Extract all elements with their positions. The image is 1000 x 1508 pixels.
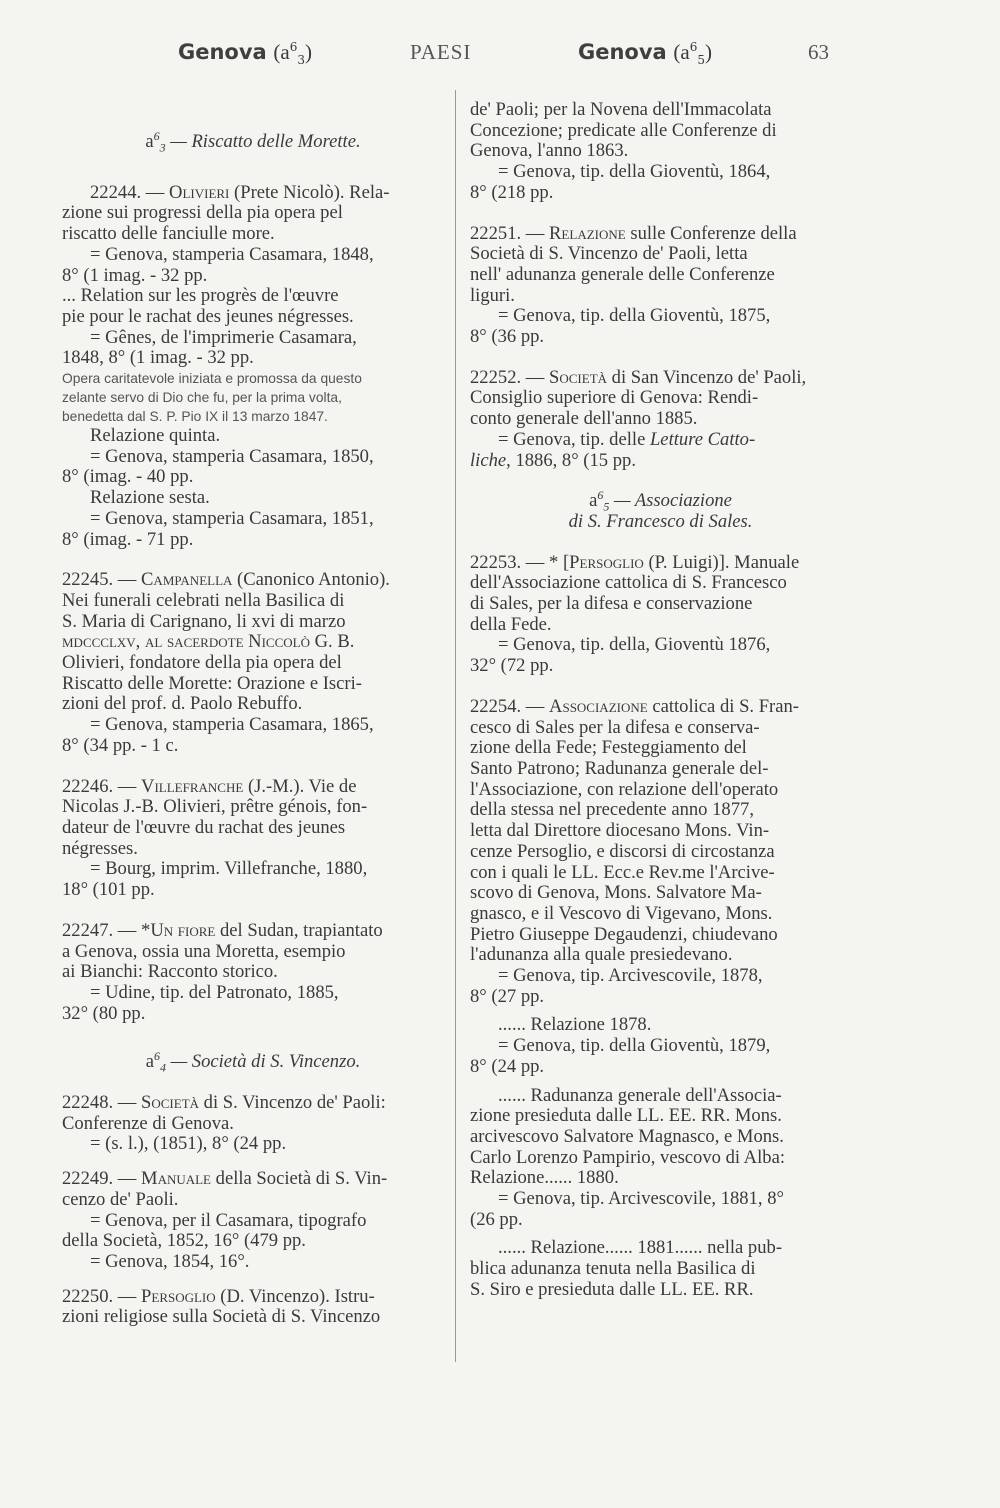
entry-number: 22249. — <box>62 1168 142 1190</box>
entry-line: 8° (imag. - 40 pp. <box>62 466 194 488</box>
entry-line <box>62 570 444 591</box>
entry-line: Carlo Lorenzo Pampirio, vescovo di Alba: <box>470 1146 785 1168</box>
entry-line: = Genova, stamperia Casamara, 1848, <box>90 243 374 265</box>
entry-22252 <box>470 368 851 472</box>
entry-line: pie pour le rachat des jeunes négresses. <box>62 305 354 327</box>
entry-22246 <box>62 777 444 901</box>
entry-text: = Genova, tip. delle <box>498 428 650 450</box>
header-right-sub: (a <box>673 40 690 64</box>
entry-line: = Genova, 1854, 16°. <box>90 1250 250 1272</box>
entry-line: Olivieri, fondatore della pia opera del <box>62 652 342 674</box>
entry-line: 1848, 8° (1 imag. - 32 pp. <box>62 347 254 369</box>
entry-text: della Società di S. Vin- <box>211 1168 388 1190</box>
section-heading-associazione <box>470 488 851 514</box>
column-divider <box>455 90 456 1362</box>
entry-22251 <box>470 224 851 348</box>
entry-line: zione presieduta dalle LL. EE. RR. Mons. <box>470 1105 782 1127</box>
entry-line <box>62 921 444 942</box>
entry-line: = Genova, per il Casamara, tipografo <box>90 1209 367 1231</box>
entry-line: 32° (80 pp. <box>62 1002 146 1024</box>
entry-text: di S. Vincenzo de' Paoli: <box>199 1092 386 1114</box>
entry-line <box>62 1287 444 1308</box>
entry-line: S. Maria di Carignano, li xvi di marzo <box>62 610 346 632</box>
left-column <box>62 90 444 1328</box>
entry-line: = Genova, tip. Arcivescovile, 1881, 8° <box>498 1188 784 1210</box>
entry-line <box>470 451 851 472</box>
entry-number: 22246. — <box>62 775 142 797</box>
entry-author: Villefranche <box>141 775 244 797</box>
entry-number: 22254. — <box>470 695 550 717</box>
entry-line <box>470 697 851 718</box>
entry-line: = Genova, stamperia Casamara, 1850, <box>90 445 374 467</box>
right-column <box>470 90 851 1301</box>
entry-line: Santo Patrono; Radunanza generale del- <box>470 757 769 779</box>
header-left-sub: (a <box>273 40 290 64</box>
entry-line <box>62 183 444 204</box>
entry-line: ...... Radunanza generale dell'Associa- <box>498 1084 782 1106</box>
entry-22250-continued <box>470 100 851 204</box>
entry-line: dateur de l'œuvre du rachat des jeunes <box>62 816 346 838</box>
entry-line: cesco di Sales per la difesa e conserva- <box>470 716 760 738</box>
header-right-title: Genova <box>578 40 667 64</box>
entry-line <box>470 368 851 389</box>
entry-22248 <box>62 1093 444 1155</box>
entry-author: Olivieri <box>169 181 230 203</box>
entry-line <box>62 1093 444 1114</box>
entry-line <box>470 553 851 574</box>
entry-line: della Società, 1852, 16° (479 pp. <box>62 1230 306 1252</box>
entry-line: arcivescovo Salvatore Magnasco, e Mons. <box>470 1125 784 1147</box>
section-a: a <box>145 1051 154 1073</box>
entry-22249 <box>62 1169 444 1273</box>
section-title: — Riscatto delle Morette. <box>165 131 361 152</box>
entry-number: 22248. — <box>62 1092 142 1114</box>
section-subtitle: di S. Francesco di Sales. <box>568 510 753 532</box>
entry-line <box>62 1169 444 1190</box>
section-a: a <box>589 490 598 512</box>
entry-line: Relazione quinta. <box>90 425 221 447</box>
section-heading-vincenzo <box>62 1049 444 1076</box>
page-number: 63 <box>808 40 829 64</box>
entry-line: Relazione...... 1880. <box>470 1167 619 1189</box>
entry-author: Campanella <box>141 569 233 591</box>
entry-line: = Genova, tip. della Gioventù, 1875, <box>498 305 771 327</box>
section-sup: 6 <box>597 488 604 503</box>
header-left <box>178 40 313 68</box>
entry-line: ...... Relazione 1878. <box>498 1014 652 1036</box>
header-left-sup: 6 <box>289 40 298 54</box>
entry-line: 8° (imag. - 71 pp. <box>62 528 194 550</box>
entry-author: Relazione <box>549 222 626 244</box>
header-right <box>578 40 713 68</box>
entry-line: 32° (72 pp. <box>470 655 554 677</box>
entry-text: (J.-M.). Vie de <box>243 775 357 797</box>
entry-text: (Canonico Antonio). <box>232 569 390 591</box>
entry-line: Società di S. Vincenzo de' Paoli, letta <box>470 243 748 265</box>
entry-22245 <box>62 570 444 756</box>
entry-line: zione della Fede; Festeggiamento del <box>470 737 747 759</box>
entry-line: mdccclxv, al sacerdote Niccolò G. B. <box>62 631 355 653</box>
entry-line: 8° (1 imag. - 32 pp. <box>62 264 208 286</box>
entry-author: Società <box>141 1092 200 1114</box>
entry-line: zione sui progressi della pia opera pel <box>62 202 343 224</box>
entry-number: 22253. — * [ <box>470 551 570 573</box>
entry-22244 <box>62 183 444 551</box>
entry-line: = Genova, stamperia Casamara, 1851, <box>90 507 374 529</box>
entry-line: dell'Associazione cattolica di S. Francesco <box>470 572 787 594</box>
entry-note: benedetta dal S. P. Pio IX il 13 marzo 1847. <box>62 409 328 425</box>
entry-line: (26 pp. <box>470 1208 523 1230</box>
entry-line: = Genova, stamperia Casamara, 1865, <box>90 714 374 736</box>
entry-line: = Genova, tip. Arcivescovile, 1878, <box>498 965 763 987</box>
header-right-sup: 6 <box>689 40 698 54</box>
section-sub: 5 <box>603 499 610 514</box>
entry-italic: Letture Catto- <box>649 428 756 450</box>
section-heading-riscatto <box>62 128 444 155</box>
entry-line: ...... Relazione...... 1881...... nella pub- <box>498 1237 783 1259</box>
entry-line: letta dal Direttore diocesano Mons. Vin- <box>470 820 770 842</box>
entry-line: scovo di Genova, Mons. Salvatore Ma- <box>470 882 762 904</box>
section-sup: 6 <box>153 128 160 143</box>
entry-line: 18° (101 pp. <box>62 879 155 901</box>
entry-line: 8° (27 pp. <box>470 985 545 1007</box>
running-header <box>0 40 1000 80</box>
entry-line: 8° (36 pp. <box>470 326 545 348</box>
entry-line: Pietro Giuseppe Degaudenzi, chiudevano <box>470 923 778 945</box>
section-title: — Associazione <box>609 490 732 512</box>
entry-line: = (s. l.), (1851), 8° (24 pp. <box>90 1133 287 1155</box>
header-left-title: Genova <box>178 40 267 64</box>
entry-line: Riscatto delle Morette: Orazione e Iscri- <box>62 672 362 694</box>
entry-author: Persoglio <box>141 1285 216 1307</box>
entry-22247 <box>62 921 444 1025</box>
entry-text: , 1886, 8° (15 pp. <box>506 449 636 471</box>
entry-line: Conferenze di Genova. <box>62 1112 234 1134</box>
entry-line: Concezione; predicate alle Conferenze di <box>470 119 777 141</box>
entry-italic: liche <box>470 449 507 471</box>
entry-text: del Sudan, trapiantato <box>215 919 383 941</box>
entry-line: = Bourg, imprim. Villefranche, 1880, <box>90 858 368 880</box>
entry-number: 22250. — <box>62 1285 142 1307</box>
entry-text: sulle Conferenze della <box>625 222 797 244</box>
entry-author: Società <box>549 366 608 388</box>
entry-line: l'adunanza alla quale presiedevano. <box>470 944 733 966</box>
entry-line: gnasco, e il Vescovo di Vigevano, Mons. <box>470 902 773 924</box>
section-title: — Società di S. Vincenzo. <box>165 1051 361 1073</box>
entry-line: de' Paoli; per la Novena dell'Immacolata <box>470 99 772 120</box>
entry-line <box>470 224 851 245</box>
entry-number: 22245. — <box>62 569 142 591</box>
section-sub: 4 <box>159 1061 166 1076</box>
entry-line: 8° (34 pp. - 1 c. <box>62 734 179 756</box>
entry-line: = Genova, tip. della Gioventù, 1864, <box>498 161 771 183</box>
entry-line: Nicolas J.-B. Olivieri, prêtre génois, fon- <box>62 796 368 818</box>
entry-author: Manuale <box>141 1168 211 1190</box>
entry-line: cenze Persoglio, e discorsi di circostanza <box>470 840 775 862</box>
entry-line: nell' adunanza generale delle Conferenze <box>470 263 775 285</box>
entry-line: l'Associazione, con relazione dell'operato <box>470 778 779 800</box>
header-left-subidx: 3 <box>297 53 306 68</box>
entry-line: cenzo de' Paoli. <box>62 1188 179 1210</box>
entry-line: della stessa nel precedente anno 1877, <box>470 799 754 821</box>
entry-line: blica adunanza tenuta nella Basilica di <box>470 1258 756 1280</box>
entry-text: (Prete Nicolò). Rela- <box>229 181 390 203</box>
section-a: a <box>145 131 154 152</box>
entry-author: Un fiore <box>150 919 216 941</box>
entry-number: 22247. — * <box>62 919 151 941</box>
entry-line: di Sales, per la difesa e conservazione <box>470 593 753 615</box>
entry-line: S. Siro e presieduta dalle LL. EE. RR. <box>470 1278 754 1300</box>
entry-line: Nei funerali celebrati nella Basilica di <box>62 589 345 611</box>
entry-line: Genova, l'anno 1863. <box>470 140 629 162</box>
entry-text: cattolica di S. Fran- <box>647 695 799 717</box>
entry-line: = Genova, tip. della, Gioventù 1876, <box>498 634 771 656</box>
entry-line: ai Bianchi: Racconto storico. <box>62 961 278 983</box>
entry-22254 <box>470 697 851 1301</box>
entry-line: Relazione sesta. <box>90 487 210 509</box>
section-sub: 3 <box>159 140 166 155</box>
header-right-close: ) <box>705 40 713 64</box>
entry-line: 8° (24 pp. <box>470 1055 545 1077</box>
entry-text: di San Vincenzo de' Paoli, <box>607 366 807 388</box>
entry-line <box>62 777 444 798</box>
entry-number: 22244. — <box>90 181 170 203</box>
entry-line: della Fede. <box>470 613 552 635</box>
entry-line: = Udine, tip. del Patronato, 1885, <box>90 981 339 1003</box>
entry-line: a Genova, ossia una Moretta, esempio <box>62 940 346 962</box>
entry-line: = Genova, tip. della Gioventù, 1879, <box>498 1035 771 1057</box>
entry-text: (D. Vincenzo). Istru- <box>215 1285 375 1307</box>
entry-line: con i quali le LL. Ecc.e Rev.me l'Arcive- <box>470 861 775 883</box>
entry-note: Opera caritatevole iniziata e promossa da questo <box>62 371 362 387</box>
entry-author: Associazione <box>549 695 648 717</box>
entry-22253 <box>470 553 851 677</box>
entry-line: négresses. <box>62 837 138 859</box>
header-center: PAESI <box>410 40 472 64</box>
header-left-close: ) <box>305 40 313 64</box>
entry-line: 8° (218 pp. <box>470 181 554 203</box>
entry-number: 22251. — <box>470 222 550 244</box>
entry-line: Consiglio superiore di Genova: Rendi- <box>470 387 759 409</box>
entry-author: Persoglio <box>569 551 644 573</box>
entry-note: zelante servo di Dio che fu, per la prima volta, <box>62 390 342 406</box>
entry-text: (P. Luigi)]. Manuale <box>643 551 800 573</box>
header-right-subidx: 5 <box>697 53 706 68</box>
entry-line <box>470 430 851 451</box>
section-sup: 6 <box>153 1049 160 1064</box>
entry-line: conto generale dell'anno 1885. <box>470 408 698 430</box>
entry-line: riscatto delle fanciulle more. <box>62 223 275 245</box>
entry-line: ... Relation sur les progrès de l'œuvre <box>62 285 339 307</box>
entry-line: = Gênes, de l'imprimerie Casamara, <box>90 326 357 348</box>
entry-line: zioni del prof. d. Paolo Rebuffo. <box>62 693 303 715</box>
entry-line: liguri. <box>470 284 515 306</box>
entry-number: 22252. — <box>470 366 550 388</box>
entry-22250 <box>62 1287 444 1328</box>
entry-line: zioni religiose sulla Società di S. Vincenzo <box>62 1306 381 1328</box>
